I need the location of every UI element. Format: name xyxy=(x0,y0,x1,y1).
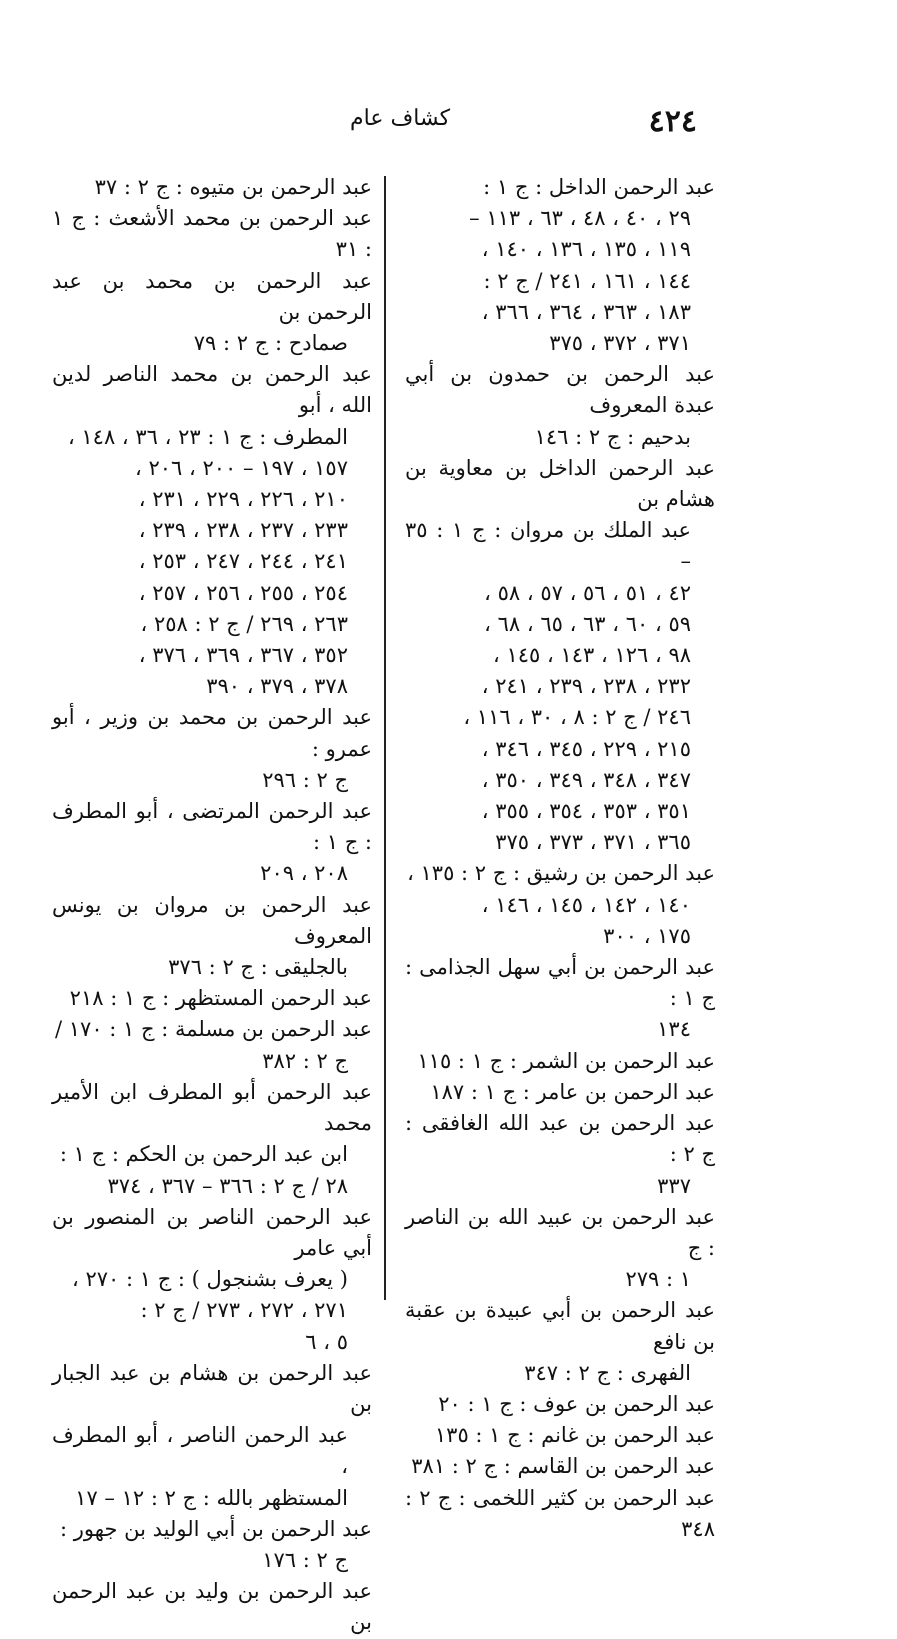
entry-continuation-line: ٩٨ ، ١٢٦ ، ١٤٣ ، ١٤٥ ، xyxy=(493,643,691,668)
entry-heading-line: عبد الرحمن بن مروان بن يونس المعروف xyxy=(52,892,372,948)
entry-heading-line: عبد الرحمن بن كثير اللخمى : ج ٢ : ٣٤٨ xyxy=(405,1485,715,1541)
entry-heading-line: عبد الرحمن بن محمد بن وزير ، أبو عمرو : xyxy=(52,705,372,761)
index-entry xyxy=(52,359,372,702)
entry-heading-line: عبد الرحمن الناصر بن المنصور بن أبي عامر xyxy=(52,1204,372,1260)
entry-heading-line: عبد الرحمن أبو المطرف ابن الأمير محمد xyxy=(52,1079,372,1136)
entry-continuation-line: ج ٢ : ١٧٦ xyxy=(262,1547,348,1572)
running-title: كشاف عام xyxy=(350,106,451,131)
entry-continuation-line: ٢٣٣ ، ٢٣٧ ، ٢٣٨ ، ٢٣٩ ، xyxy=(138,518,348,543)
index-entry xyxy=(405,1451,715,1482)
index-entry xyxy=(52,1514,372,1576)
index-entry xyxy=(52,1077,372,1202)
index-entry xyxy=(405,1389,715,1420)
index-entry xyxy=(405,453,715,859)
entry-continuation-line: ج ٢ : ٣٨٢ xyxy=(262,1048,348,1073)
entry-continuation-line: ٢١٠ ، ٢٢٦ ، ٢٢٩ ، ٢٣١ ، xyxy=(138,487,348,512)
entry-continuation-line: ١٤٠ ، ١٤٢ ، ١٤٥ ، ١٤٦ ، xyxy=(481,892,691,917)
index-entry xyxy=(405,1108,715,1202)
entry-continuation-line: ١ : ٢٧٩ xyxy=(625,1267,691,1292)
index-entry xyxy=(52,702,372,796)
entry-continuation-line: ٥ ، ٦ xyxy=(305,1329,348,1354)
entry-continuation-line: ٢٤٦ / ج ٢ : ٨ ، ٣٠ ، ١١٦ ، xyxy=(463,705,691,730)
entry-heading-line: عبد الرحمن بن عوف : ج ١ : ٢٠ xyxy=(438,1391,715,1416)
page-header xyxy=(0,100,897,140)
entry-continuation-line: ٥٩ ، ٦٠ ، ٦٣ ، ٦٥ ، ٦٨ ، xyxy=(484,611,691,636)
entry-heading-line: عبد الرحمن بن حمدون بن أبي عبدة المعروف xyxy=(405,362,715,418)
entry-continuation-line: ٢١٥ ، ٢٢٩ ، ٣٤٥ ، ٣٤٦ ، xyxy=(481,736,691,761)
entry-heading-line: عبد الرحمن بن رشيق : ج ٢ : ١٣٥ ، xyxy=(407,861,715,886)
entry-heading-line: عبد الرحمن بن أبي الوليد بن جهور : xyxy=(60,1516,372,1541)
page-number: ٤٢٤ xyxy=(648,104,697,139)
entry-continuation-line: ٢٣٢ ، ٢٣٨ ، ٢٣٩ ، ٢٤١ ، xyxy=(481,674,691,699)
entry-continuation-line: ١٥٧ ، ١٩٧ – ٢٠٠ ، ٢٠٦ ، xyxy=(135,455,348,480)
index-entry xyxy=(52,890,372,984)
entry-heading-line: عبد الرحمن بن أبي عبيدة بن عقبة بن نافع xyxy=(405,1298,715,1354)
entry-continuation-line: المستظهر بالله : ج ٢ : ١٢ – ١٧ xyxy=(75,1485,348,1510)
column-divider xyxy=(384,176,386,1300)
index-entry xyxy=(405,1483,715,1545)
entry-continuation-line: ٢٦٣ ، ٢٦٩ / ج ٢ : ٢٥٨ ، xyxy=(140,611,348,636)
entry-continuation-line: بدحيم : ج ٢ : ١٤٦ xyxy=(534,424,691,449)
entry-continuation-line: ( يعرف بشنجول ) : ج ١ : ٢٧٠ ، xyxy=(72,1267,348,1292)
index-entry xyxy=(52,796,372,890)
entry-continuation-line: ١٨٣ ، ٣٦٣ ، ٣٦٤ ، ٣٦٦ ، xyxy=(481,299,691,324)
entry-continuation-line: ٣٧٨ ، ٣٧٩ ، ٣٩٠ xyxy=(206,674,348,699)
index-entry xyxy=(405,1077,715,1108)
entry-continuation-line: ٢٥٤ ، ٢٥٥ ، ٢٥٦ ، ٢٥٧ ، xyxy=(138,580,348,605)
entry-heading-line: عبد الرحمن بن محمد الناصر لدين الله ، أبو xyxy=(52,362,372,418)
index-entry xyxy=(52,1202,372,1358)
entry-heading-line: عبد الرحمن بن هشام بن عبد الجبار بن xyxy=(52,1360,372,1416)
entry-continuation-line: ٢٠٨ ، ٢٠٩ xyxy=(260,861,348,886)
index-entry xyxy=(52,172,372,203)
index-entry xyxy=(405,172,715,359)
entry-continuation-line: ٤٢ ، ٥١ ، ٥٦ ، ٥٧ ، ٥٨ ، xyxy=(484,580,691,605)
entry-continuation-line: ٢٩ ، ٤٠ ، ٤٨ ، ٦٣ ، ١١٣ – xyxy=(469,206,691,231)
entry-heading-line: عبد الرحمن المرتضى ، أبو المطرف : ج ١ : xyxy=(52,799,372,855)
entry-heading-line: عبد الرحمن بن عبيد الله بن الناصر : ج xyxy=(405,1204,715,1260)
entry-continuation-line: ٢٨ / ج ٢ : ٣٦٦ – ٣٦٧ ، ٣٧٤ xyxy=(107,1173,348,1198)
entry-continuation-line: ٣٤٧ ، ٣٤٨ ، ٣٤٩ ، ٣٥٠ ، xyxy=(481,767,691,792)
entry-continuation-line: ١٧٥ ، ٣٠٠ xyxy=(603,923,691,948)
entry-heading-line: عبد الرحمن بن الشمر : ج ١ : ١١٥ xyxy=(417,1048,715,1073)
entry-heading-line: عبد الرحمن المستظهر : ج ١ : ٢١٨ xyxy=(69,986,372,1011)
index-entry xyxy=(405,359,715,453)
index-entry xyxy=(52,1576,372,1638)
entry-continuation-line: ٢٤١ ، ٢٤٤ ، ٢٤٧ ، ٢٥٣ ، xyxy=(138,549,348,574)
entry-heading-line: عبد الرحمن بن عبد الله الغافقى : ج ٢ : xyxy=(405,1111,715,1167)
entry-continuation-line: الفهرى : ج ٢ : ٣٤٧ xyxy=(524,1360,691,1385)
index-entry xyxy=(405,1202,715,1296)
entry-heading-line: عبد الرحمن بن متيوه : ج ٢ : ٣٧ xyxy=(94,175,372,199)
entry-continuation-line: ١٤٤ ، ١٦١ ، ٢٤١ / ج ٢ : xyxy=(483,268,691,293)
index-entry xyxy=(52,1358,372,1514)
entry-continuation-line: ١٣٤ xyxy=(657,1017,691,1042)
entry-continuation-line: ١١٩ ، ١٣٥ ، ١٣٦ ، ١٤٠ ، xyxy=(481,237,691,262)
entry-continuation-line: ج ٢ : ٢٩٦ xyxy=(262,767,348,792)
entry-continuation-line: ٣٦٥ ، ٣٧١ ، ٣٧٣ ، ٣٧٥ xyxy=(495,830,691,855)
entry-heading-line: عبد الرحمن بن عامر : ج ١ : ١٨٧ xyxy=(430,1079,715,1104)
index-entry xyxy=(52,203,372,265)
entry-continuation-line: ٢٧١ ، ٢٧٢ ، ٢٧٣ / ج ٢ : xyxy=(140,1298,348,1323)
index-entry xyxy=(405,1295,715,1389)
index-entry xyxy=(52,1014,372,1076)
index-entry xyxy=(405,952,715,1046)
entry-heading-line: عبد الرحمن بن محمد بن عبد الرحمن بن xyxy=(52,268,372,324)
index-entry xyxy=(405,858,715,952)
entry-heading-line: عبد الرحمن بن وليد بن عبد الرحمن بن xyxy=(52,1579,372,1635)
entry-heading-line: عبد الرحمن بن أبي سهل الجذامى : ج ١ : xyxy=(405,955,715,1011)
entry-continuation-line: ابن عبد الرحمن بن الحكم : ج ١ : xyxy=(59,1142,348,1167)
entry-continuation-line: صمادح : ج ٢ : ٧٩ xyxy=(193,331,348,356)
entry-heading-line: عبد الرحمن الداخل بن معاوية بن هشام بن xyxy=(405,455,715,512)
entry-continuation-line: ٣٥٢ ، ٣٦٧ ، ٣٦٩ ، ٣٧٦ ، xyxy=(138,643,348,668)
entry-continuation-line: بالجليقى : ج ٢ : ٣٧٦ xyxy=(168,955,348,980)
entry-heading-line: عبد الرحمن الداخل : ج ١ : xyxy=(483,175,715,199)
index-entry xyxy=(405,1046,715,1077)
entry-continuation-line: ٣٣٧ xyxy=(657,1173,691,1198)
entry-continuation-line: المطرف : ج ١ : ٢٣ ، ٣٦ ، ١٤٨ ، xyxy=(67,424,348,449)
index-entry xyxy=(52,983,372,1014)
entry-continuation-line: عبد الرحمن الناصر ، أبو المطرف ، xyxy=(52,1423,348,1479)
index-column-left xyxy=(52,172,372,1639)
index-column-right xyxy=(405,172,715,1545)
entry-heading-line: عبد الرحمن بن القاسم : ج ٢ : ٣٨١ xyxy=(411,1454,715,1479)
entry-continuation-line: ٣٥١ ، ٣٥٣ ، ٣٥٤ ، ٣٥٥ ، xyxy=(481,799,691,824)
index-entry xyxy=(52,266,372,360)
entry-heading-line: عبد الرحمن بن محمد الأشعث : ج ١ : ٣١ xyxy=(52,206,372,262)
index-entry xyxy=(405,1420,715,1451)
entry-continuation-line: ٣٧١ ، ٣٧٢ ، ٣٧٥ xyxy=(549,331,691,356)
entry-continuation-line: عبد الملك بن مروان : ج ١ : ٣٥ – xyxy=(405,518,691,574)
entry-heading-line: عبد الرحمن بن غانم : ج ١ : ١٣٥ xyxy=(434,1423,715,1448)
entry-heading-line: عبد الرحمن بن مسلمة : ج ١ : ١٧٠ / xyxy=(55,1017,372,1042)
